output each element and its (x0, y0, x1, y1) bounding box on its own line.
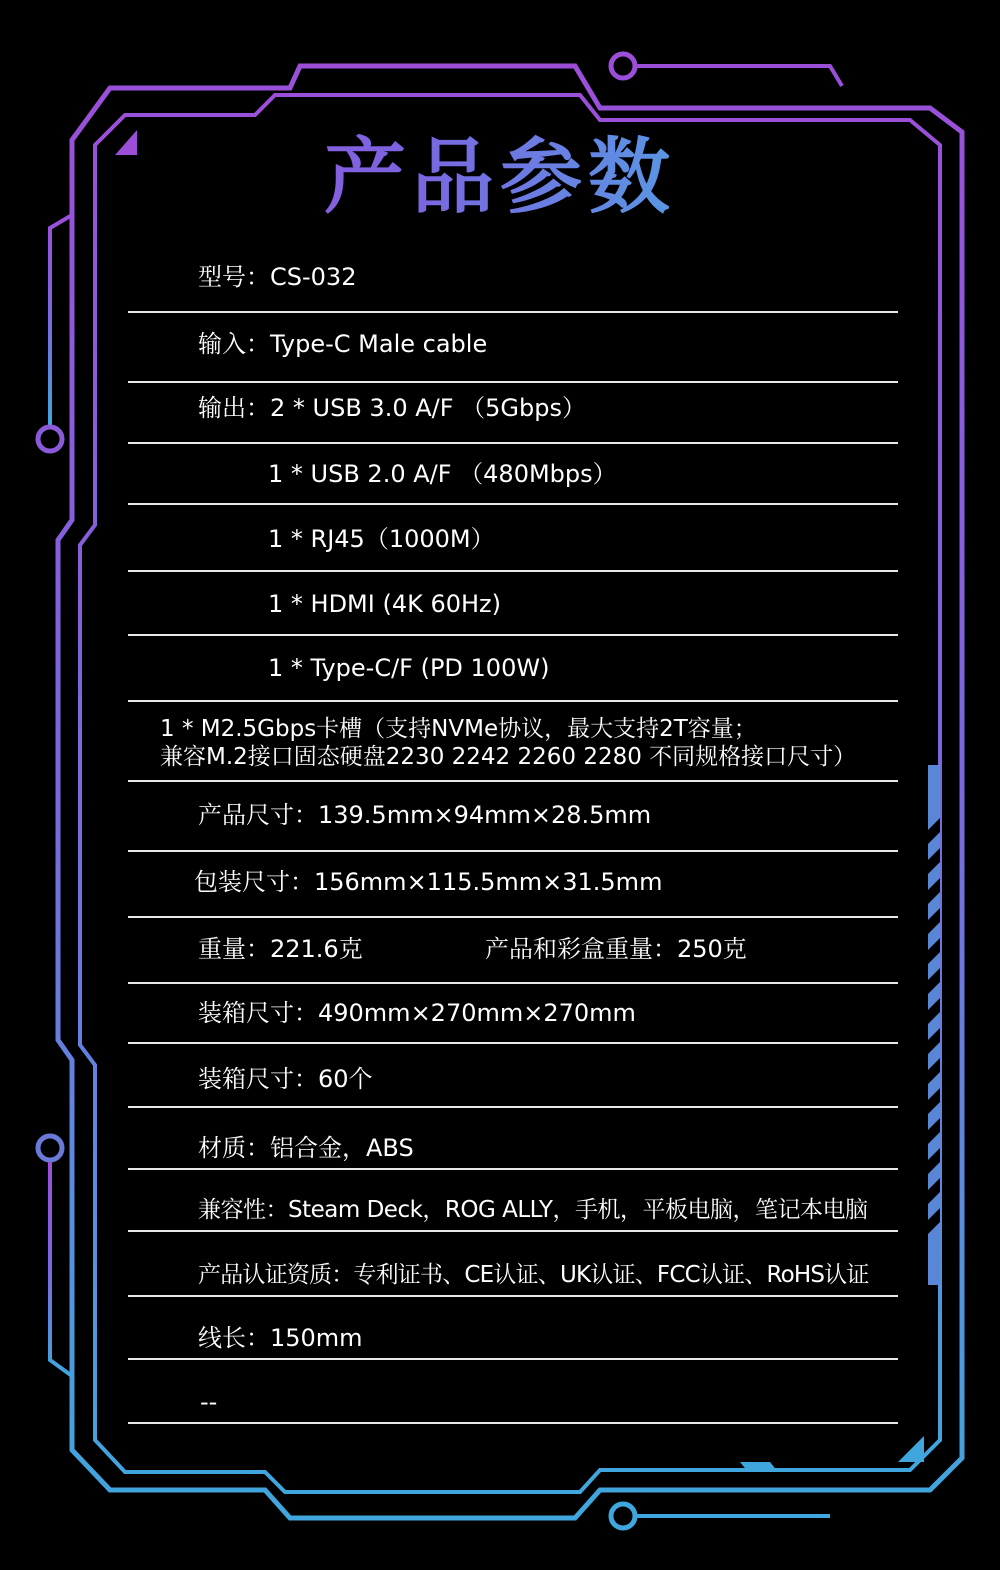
spec-material: 材质：铝合金，ABS (198, 1134, 414, 1162)
divider (128, 503, 898, 505)
divider (128, 982, 898, 984)
divider (128, 1230, 898, 1232)
page-title: 产品参数 (0, 128, 1000, 228)
left-circuit-bottom (50, 1162, 72, 1376)
circuit-node-left-bottom (38, 1136, 62, 1160)
spec-output-1: 输出：2 * USB 3.0 A/F （5Gbps） (198, 394, 586, 422)
divider (128, 1358, 898, 1360)
divider (128, 442, 898, 444)
spec-extra: -- (200, 1388, 218, 1416)
divider (128, 700, 898, 702)
spec-product-size: 产品尺寸：139.5mm×94mm×28.5mm (198, 801, 652, 829)
spec-model: 型号：CS-032 (198, 263, 357, 291)
divider (128, 1422, 898, 1424)
top-circuit (637, 66, 842, 86)
right-stripe-bar (928, 765, 940, 1285)
spec-output-3: 1 * RJ45（1000M） (268, 525, 495, 553)
spec-output-2: 1 * USB 2.0 A/F （480Mbps） (268, 460, 617, 488)
circuit-node-top (611, 54, 635, 78)
divider (128, 381, 898, 383)
spec-certification: 产品认证资质：专利证书、CE认证、UK认证、FCC认证、RoHS认证 (198, 1262, 869, 1288)
spec-weight: 重量：221.6克 (198, 935, 363, 963)
spec-output-5: 1 * Type-C/F (PD 100W) (268, 654, 550, 682)
spec-cable-length: 线长：150mm (198, 1324, 363, 1352)
divider (128, 634, 898, 636)
divider (128, 570, 898, 572)
spec-package-size: 包装尺寸：156mm×115.5mm×31.5mm (194, 868, 663, 896)
corner-triangle-bottom-right (898, 1436, 924, 1462)
circuit-node-left-top (38, 427, 62, 451)
divider (128, 1168, 898, 1170)
spec-carton-size: 装箱尺寸：490mm×270mm×270mm (198, 999, 636, 1027)
spec-boxed-weight: 产品和彩盒重量：250克 (485, 935, 747, 963)
divider (128, 1106, 898, 1108)
spec-output-4: 1 * HDMI (4K 60Hz) (268, 590, 502, 618)
divider (128, 311, 898, 313)
spec-m2-line-1: 1 * M2.5Gbps卡槽（支持NVMe协议，最大支持2T容量； (160, 716, 757, 742)
outer-frame-line (58, 66, 962, 1518)
left-circuit-top (50, 215, 72, 425)
spec-m2-line-2: 兼容M.2接口固态硬盘2230 2242 2260 2280 不同规格接口尺寸） (160, 744, 857, 770)
circuit-node-bottom (611, 1504, 635, 1528)
spec-carton-qty: 装箱尺寸：60个 (198, 1065, 373, 1093)
divider (128, 1295, 898, 1297)
spec-input: 输入：Type-C Male cable (198, 330, 488, 358)
divider (128, 850, 898, 852)
spec-compatibility: 兼容性：Steam Deck，ROG ALLY，手机，平板电脑，笔记本电脑 (198, 1197, 868, 1223)
divider (128, 916, 898, 918)
divider (128, 780, 898, 782)
divider (128, 1042, 898, 1044)
